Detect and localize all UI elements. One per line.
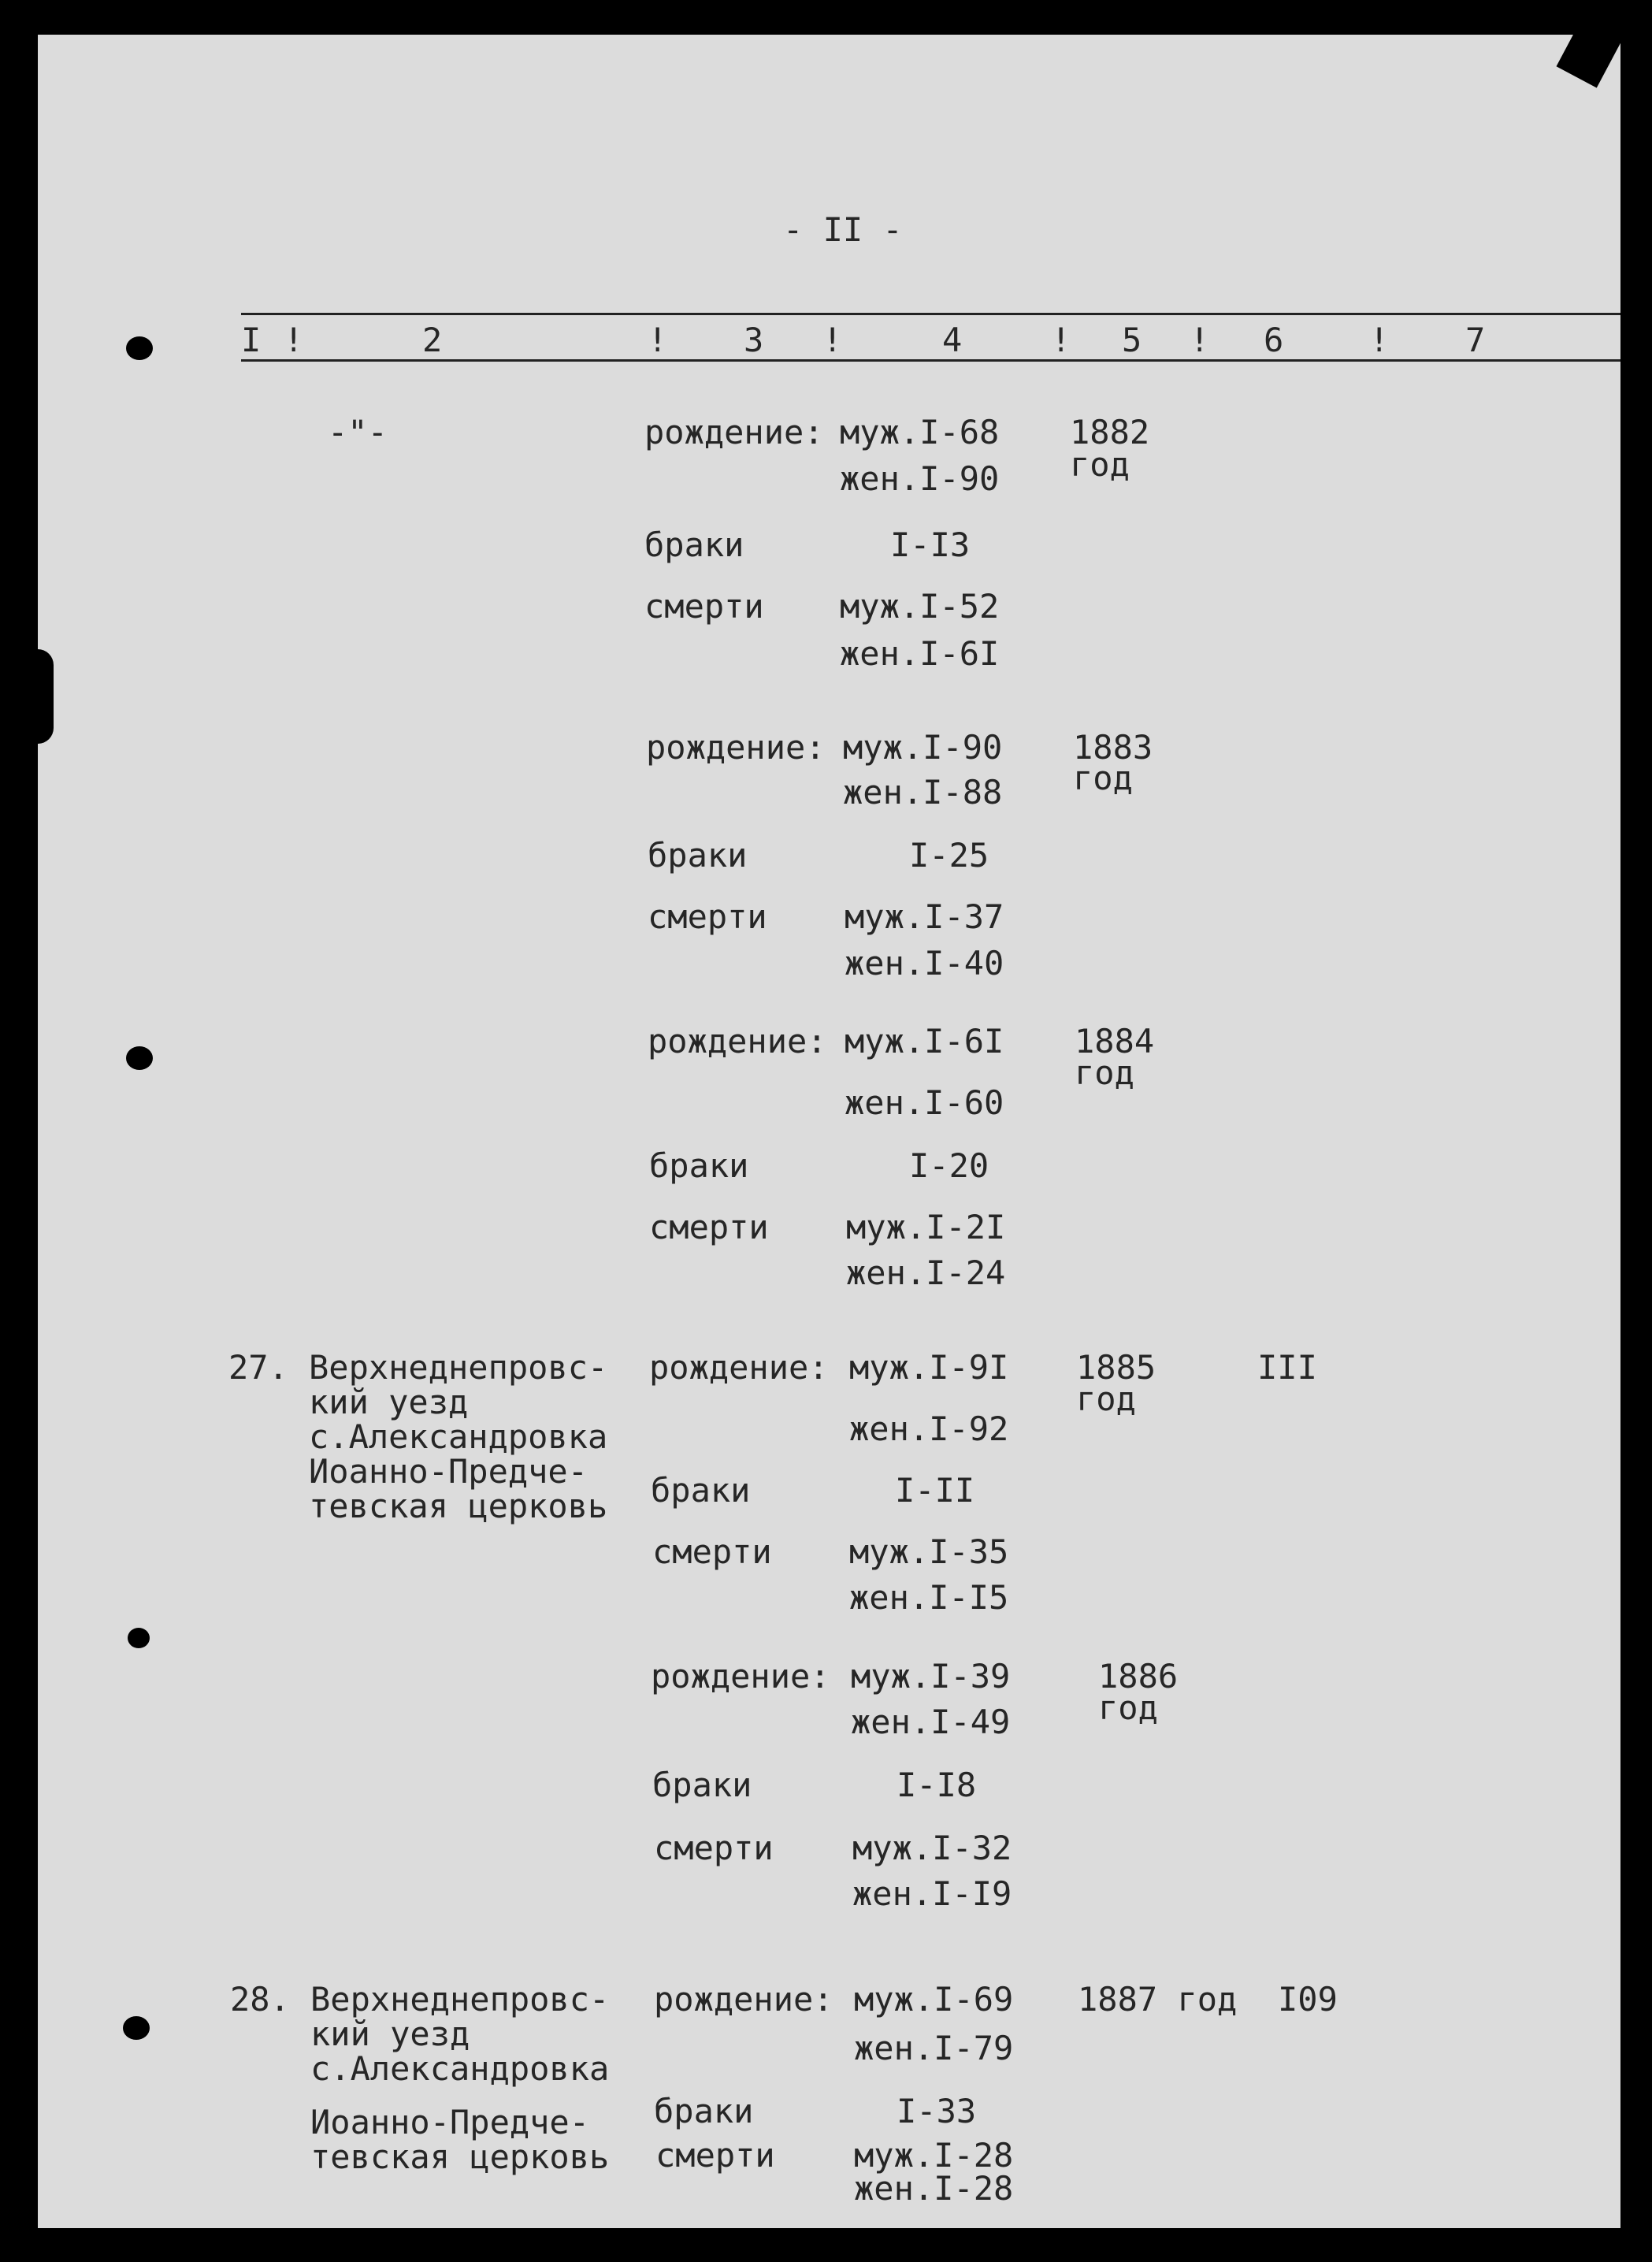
header-col-5: 5 — [1122, 321, 1142, 359]
death-male: муж.I-37 — [845, 897, 1004, 936]
year: 1887 год — [1078, 1980, 1238, 2019]
header-col-2: 2 — [422, 321, 443, 359]
year: 1882 — [1070, 413, 1150, 451]
header-bottom-rule — [241, 359, 1620, 362]
year: 1885 — [1076, 1348, 1156, 1387]
header-col-4: 4 — [942, 321, 963, 359]
death-female: жен.I-40 — [845, 944, 1004, 982]
birth-male: муж.I-39 — [851, 1657, 1011, 1696]
death-label: смерти — [644, 587, 764, 626]
marriage-count: I-20 — [909, 1146, 989, 1185]
place-line: кий уезд — [310, 2015, 470, 2053]
birth-female: жен.I-90 — [840, 459, 1000, 498]
death-female: жен.I-28 — [854, 2169, 1014, 2208]
document-page — [38, 35, 1620, 2228]
page-number: - II - — [783, 210, 903, 249]
year-suffix: год — [1073, 759, 1133, 797]
place-line: Верхнеднепровс- — [309, 1348, 608, 1387]
year-suffix: год — [1070, 445, 1130, 484]
year: 1884 — [1075, 1022, 1155, 1060]
header-col-3: 3 — [744, 321, 764, 359]
death-female: жен.I-6I — [840, 634, 1000, 673]
birth-label: рождение: — [644, 413, 824, 451]
death-male: муж.I-2I — [846, 1208, 1006, 1246]
place-line: Иоанно-Предче- — [309, 1452, 588, 1491]
birth-female: жен.I-88 — [843, 773, 1003, 812]
header-sep: ! — [1369, 321, 1390, 359]
entry-number: 27. — [228, 1348, 288, 1387]
place-line: кий уезд — [309, 1383, 469, 1421]
birth-male: муж.I-68 — [840, 413, 1000, 451]
marriage-label: браки — [651, 1471, 751, 1510]
birth-female: жен.I-92 — [849, 1410, 1009, 1448]
death-label: смерти — [652, 1532, 772, 1571]
marriage-count: I-II — [895, 1471, 975, 1510]
birth-female: жен.I-49 — [851, 1703, 1011, 1741]
death-label: смерти — [648, 897, 767, 936]
marriage-label: браки — [649, 1146, 749, 1185]
death-male: муж.I-32 — [852, 1829, 1012, 1867]
place-line: тевская церковь — [310, 2138, 610, 2176]
year-suffix: год — [1075, 1053, 1134, 1092]
punch-hole — [128, 1628, 150, 1648]
header-col-1: I — [241, 321, 262, 359]
birth-label: рождение: — [651, 1657, 830, 1696]
punch-hole — [126, 1046, 153, 1070]
header-sep: ! — [1051, 321, 1071, 359]
marriage-count: I-I8 — [897, 1766, 977, 1804]
death-male: муж.I-52 — [840, 587, 1000, 626]
birth-female: жен.I-60 — [845, 1083, 1004, 1122]
death-male: муж.I-28 — [854, 2136, 1014, 2175]
folded-corner — [1557, 35, 1620, 87]
entry-number: 28. — [230, 1980, 290, 2019]
birth-male: муж.I-6I — [845, 1022, 1004, 1060]
header-sep: ! — [648, 321, 668, 359]
header-sep: ! — [1190, 321, 1210, 359]
birth-label: рождение: — [654, 1980, 833, 2019]
birth-female: жен.I-79 — [854, 2029, 1014, 2067]
place-line: Верхнеднепровс- — [310, 1980, 610, 2019]
death-female: жен.I-I5 — [849, 1578, 1009, 1617]
col6-value: III — [1257, 1348, 1317, 1387]
birth-label: рождение: — [648, 1022, 827, 1060]
birth-label: рождение: — [649, 1348, 829, 1387]
birth-male: муж.I-9I — [849, 1348, 1009, 1387]
year-suffix: год — [1098, 1688, 1158, 1727]
death-female: жен.I-I9 — [852, 1874, 1012, 1913]
year-suffix: год — [1076, 1380, 1136, 1418]
place-line: с.Александровка — [310, 2049, 610, 2088]
marriage-count: I-I3 — [890, 526, 971, 564]
death-male: муж.I-35 — [849, 1532, 1009, 1571]
header-col-6: 6 — [1264, 321, 1284, 359]
death-label: смерти — [655, 2136, 775, 2175]
header-col-7: 7 — [1465, 321, 1486, 359]
col6-value: I09 — [1278, 1980, 1338, 2019]
ditto-mark: -"- — [328, 413, 388, 451]
year: 1883 — [1073, 728, 1153, 767]
punch-hole — [123, 2016, 150, 2040]
place-line: тевская церковь — [309, 1487, 608, 1525]
place-line: с.Александровка — [309, 1417, 608, 1456]
marriage-count: I-25 — [909, 836, 989, 875]
year: 1886 — [1098, 1657, 1179, 1696]
place-line: Иоанно-Предче- — [310, 2103, 590, 2141]
death-label: смерти — [649, 1208, 769, 1246]
header-top-rule — [241, 313, 1620, 315]
birth-male: муж.I-90 — [843, 728, 1003, 767]
death-label: смерти — [654, 1829, 774, 1867]
edge-tear — [38, 649, 54, 744]
header-sep: ! — [822, 321, 843, 359]
marriage-label: браки — [654, 2092, 754, 2130]
punch-hole — [126, 336, 153, 360]
marriage-label: браки — [644, 526, 744, 564]
marriage-label: браки — [648, 836, 748, 875]
birth-male: муж.I-69 — [854, 1980, 1014, 2019]
birth-label: рождение: — [646, 728, 826, 767]
marriage-count: I-33 — [897, 2092, 977, 2130]
death-female: жен.I-24 — [846, 1254, 1006, 1292]
marriage-label: браки — [652, 1766, 752, 1804]
header-sep: ! — [284, 321, 304, 359]
